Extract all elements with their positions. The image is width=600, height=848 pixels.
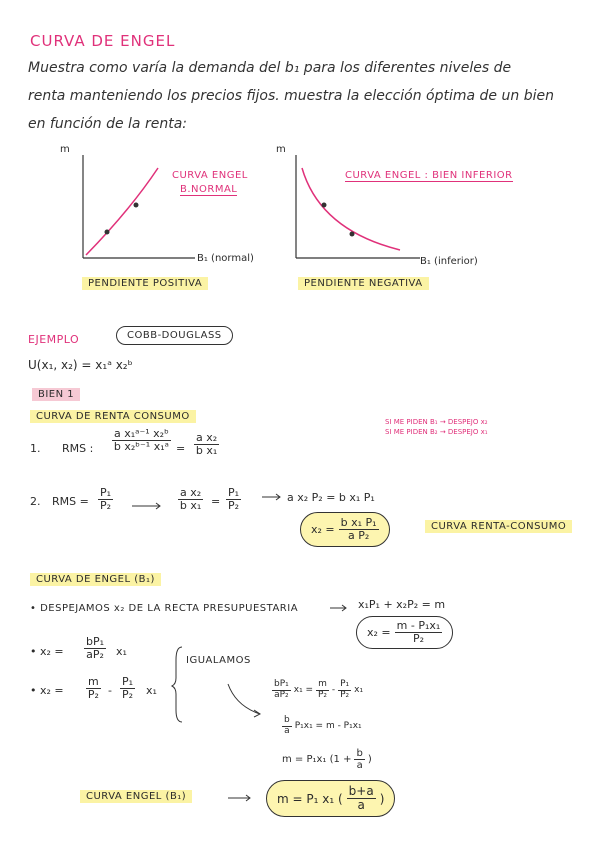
budget-box-den: P₂ [412, 632, 424, 646]
step2-price-ratio [98, 487, 113, 512]
graph1-x-label: B₁ (normal) [197, 253, 254, 264]
graph1-curve-label-2: B.NORMAL [180, 184, 238, 195]
renta-consumo-label: CURVA RENTA-CONSUMO [425, 520, 572, 533]
graph2-caption: PENDIENTE NEGATIVA [298, 277, 429, 290]
side-note-2: SI ME PIDEN B₂ → DESPEJO x₁ [385, 428, 488, 436]
step1-den2: b x₁ [195, 444, 218, 458]
w1-minus: - [331, 685, 336, 696]
graph1-engel-curve [86, 168, 158, 255]
final-num: b+a [348, 784, 374, 798]
w1-num2: m [318, 679, 327, 689]
step2-p2b: P₂ [228, 499, 240, 513]
step2-rms-fraction [178, 487, 203, 512]
step1-den1: b x₂ᵇ⁻¹ x₁ᵃ [113, 440, 169, 454]
eqA-den: aP₂ [86, 648, 104, 662]
final-close: ) [379, 791, 385, 806]
intro-line-2: renta manteniendo los precios fijos. muestra la elección óptima de un bien [28, 88, 554, 104]
w3-den: a [356, 760, 363, 771]
page-title: CURVA DE ENGEL [30, 32, 176, 50]
graph2-y-label: m [276, 144, 286, 155]
final-result-box [266, 780, 395, 817]
budget-box-num: m - P₁x₁ [396, 619, 441, 632]
eqB-den2: P₂ [122, 688, 134, 702]
w1-num: bP₁ [274, 679, 289, 689]
brace [172, 647, 182, 722]
intro-line-3: en función de la renta: [28, 116, 187, 132]
step1-num2: a x₂ [196, 431, 218, 444]
step2-bx1: b x₁ [179, 499, 202, 513]
despejamos-text: • DESPEJAMOS x₂ DE LA RECTA PRESUPUESTARIA [30, 603, 299, 614]
budget-box-lhs: x₂ = [367, 626, 391, 640]
graph1-point-1 [105, 230, 110, 235]
w3-num: b [356, 748, 363, 759]
step1-number: 1. [30, 442, 41, 455]
w1-den: aP₂ [274, 689, 289, 700]
working-line-1 [272, 680, 363, 701]
step2-result: a x₂ P₂ = b x₁ P₁ [287, 491, 375, 504]
graph1-caption: PENDIENTE POSITIVA [82, 277, 208, 290]
final-lhs: m = P₁ x₁ ( [277, 791, 343, 806]
eqB-rhs: x₁ [146, 684, 157, 697]
step2-ax2: a x₂ [180, 486, 202, 499]
eqB-num: m [88, 675, 99, 688]
w2-rest: P₁x₁ = m - P₁x₁ [294, 721, 362, 732]
w3-close: ) [367, 754, 372, 765]
renta-consumo-den: a P₂ [347, 529, 370, 543]
step2-number: 2. [30, 495, 41, 508]
eqB-lhs: • x₂ = [30, 684, 64, 697]
w1-x2: x₁ [354, 685, 364, 696]
budget-constraint: x₁P₁ + x₂P₂ = m [358, 598, 446, 611]
budget-solved-box [356, 616, 453, 649]
curva-renta-consumo-title: CURVA DE RENTA CONSUMO [30, 410, 196, 423]
w1-num3: P₁ [340, 679, 350, 689]
working-line-2 [282, 716, 362, 737]
graph2-x-label: B₁ (inferior) [420, 256, 478, 267]
engel-b1-title: CURVA DE ENGEL (B₁) [30, 573, 161, 586]
graph2-point-1 [322, 203, 327, 208]
w1-x: x₁ = [293, 685, 314, 696]
step1-rms: RMS : [62, 442, 94, 455]
igualamos-label: IGUALAMOS [186, 655, 251, 666]
eqA-rhs: x₁ [116, 645, 127, 658]
w1-den3: P₂ [340, 689, 350, 700]
w3-lhs: m = P₁x₁ (1 + [282, 754, 352, 765]
step2-rms: RMS = [52, 495, 89, 508]
step1-num1: a x₁ᵃ⁻¹ x₂ᵇ [114, 427, 169, 440]
eqA-num: bP₁ [86, 635, 105, 648]
utility-function: U(x₁, x₂) = x₁ᵃ x₂ᵇ [28, 358, 133, 372]
eqB-minus: - [108, 684, 112, 697]
graph2-point-2 [350, 232, 355, 237]
step2-price-ratio-2 [226, 487, 241, 512]
step1-equals: = [176, 442, 186, 455]
renta-consumo-num: b x₁ P₁ [340, 516, 377, 529]
eqB-fraction-2 [120, 676, 135, 701]
working-line-3 [282, 748, 372, 771]
step1-fraction-1 [112, 428, 171, 453]
renta-consumo-box [300, 512, 390, 547]
renta-consumo-lhs: x₂ = [311, 523, 335, 537]
graph1-curve-label-1: CURVA ENGEL [172, 170, 248, 181]
eqB-num2: P₁ [122, 675, 134, 688]
bien-1-label: BIEN 1 [32, 388, 80, 401]
w2-den: a [284, 725, 290, 736]
step1-fraction-2 [194, 432, 219, 457]
graph2-curve-label: CURVA ENGEL : BIEN INFERIOR [345, 170, 513, 181]
eqB-fraction-1 [86, 676, 101, 701]
final-label: CURVA ENGEL (B₁) [80, 790, 192, 803]
side-note-1: SI ME PIDEN B₁ → DESPEJO x₂ [385, 418, 488, 426]
eqA-lhs: • x₂ = [30, 645, 64, 658]
example-label: EJEMPLO [28, 333, 80, 346]
eqB-den: P₂ [87, 688, 99, 702]
step2-p2: P₂ [100, 499, 112, 513]
step2-p1: P₁ [100, 486, 112, 499]
final-den: a [357, 798, 365, 813]
step2-p1b: P₁ [228, 486, 240, 499]
w2-num: b [284, 715, 290, 725]
cobb-douglass-badge: COBB-DOUGLASS [116, 326, 233, 345]
step2-equals: = [211, 495, 221, 508]
eqA-fraction [84, 636, 106, 661]
w1-den2: P₂ [317, 689, 327, 700]
graph1-y-label: m [60, 144, 70, 155]
graph1-point-2 [134, 203, 139, 208]
intro-line-1: Muestra como varía la demanda del b₁ para los diferentes niveles de [28, 60, 512, 76]
